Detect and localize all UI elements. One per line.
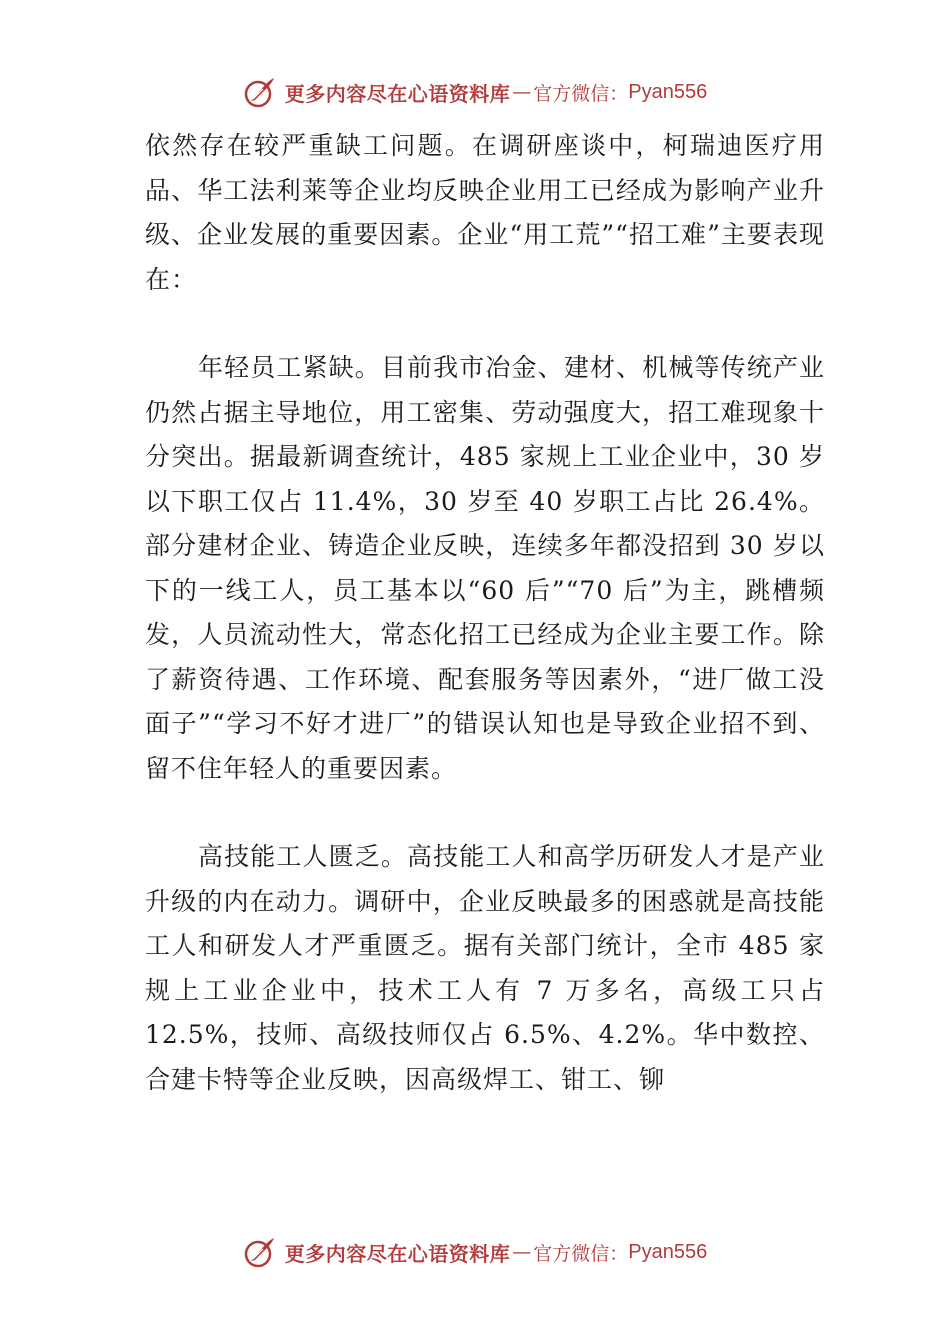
banner-separator: — [512, 81, 532, 103]
banner-brand-text: 更多内容尽在心语资料库 [284, 1241, 511, 1266]
banner-wechat-label: 官方微信： [533, 1242, 629, 1265]
paragraph-skilled-workers: 高技能工人匮乏。高技能工人和高学历研发人才是产业升级的内在动力。调研中，企业反映最多的困惑就是高技能工人和研发人才严重匮乏。据有关部门统计，全市 485 家规上工业企业中，技术工人有 7 万多名，高级工只占 12.5%，技师、高级技师仅占 6.5%、4.2%。华中数控、合建卡特等企业反映，因高级焊工、钳工、铆 [145, 842, 825, 1094]
banner-wechat-id: Pyan556 [628, 80, 708, 103]
banner-wechat-label: 官方微信： [533, 82, 629, 105]
header-banner [0, 70, 950, 114]
banner-brand-text: 更多内容尽在心语资料库 [284, 81, 511, 106]
paragraph-gap [145, 302, 825, 346]
footer-banner [0, 1230, 950, 1274]
paragraph-gap [145, 791, 825, 835]
paragraph-continuation: 依然存在较严重缺工问题。在调研座谈中，柯瑞迪医疗用品、华工法利莱等企业均反映企业用工已经成为影响产业升级、企业发展的重要因素。企业“用工荒”“招工难”主要表现在： [145, 131, 825, 294]
paragraph-young-workers: 年轻员工紧缺。目前我市冶金、建材、机械等传统产业仍然占据主导地位，用工密集、劳动强度大，招工难现象十分突出。据最新调查统计，485 家规上工业企业中，30 岁以下职工仅占 11.4%，30 岁至 40 岁职工占比 26.4%。部分建材企业、铸造企业反映，连续多年都没招到 30 岁以下的一线工人，员工基本以“60 后”“70 后”为主，跳槽频发，人员流动性大，常态化招工已经成为企业主要工作。除了薪资待遇、工作环境、配套服务等因素外，“进厂做工没面子”“学习不好才进厂”的错误认知也是导致企业招不到、留不住年轻人的重要因素。 [145, 353, 825, 783]
banner-separator: — [512, 1241, 532, 1263]
quill-pen-circle-icon [243, 1235, 277, 1269]
quill-pen-circle-icon [243, 75, 277, 109]
document-body [145, 124, 825, 1102]
banner-wechat-id: Pyan556 [628, 1240, 708, 1263]
